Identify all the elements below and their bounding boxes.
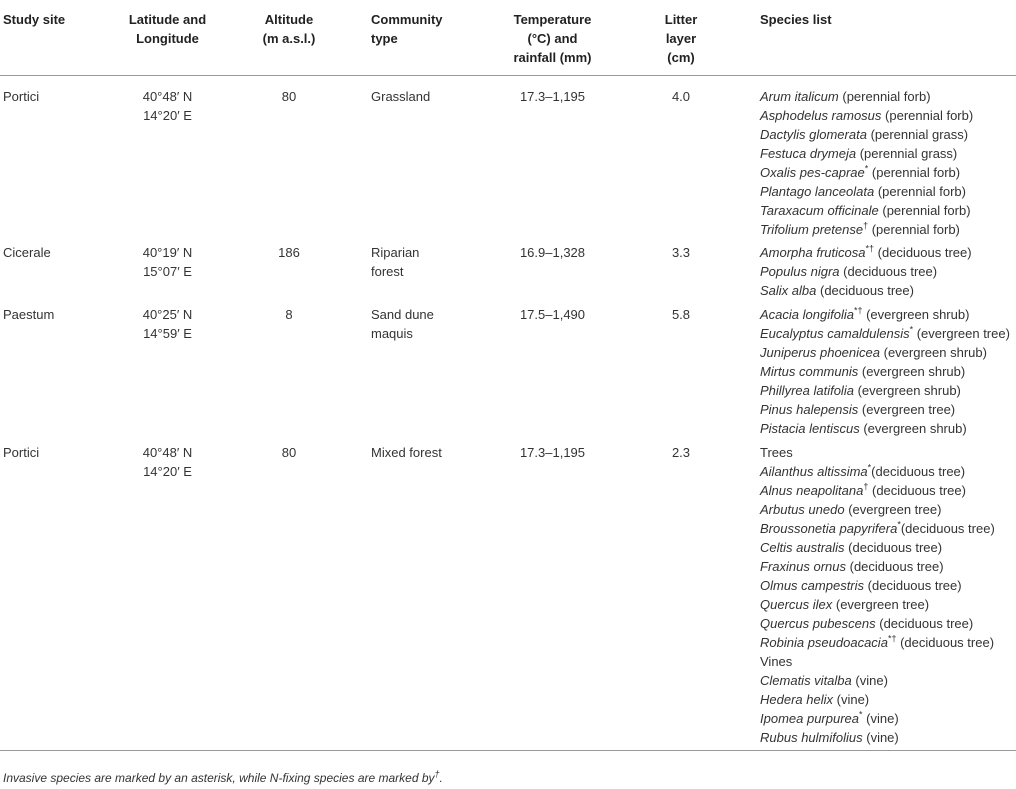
species-type: (deciduous tree) — [900, 635, 995, 650]
header-line: Latitude and — [128, 12, 207, 27]
species-mark: † — [863, 220, 869, 231]
species-type: (deciduous tree) — [843, 264, 938, 279]
species-item — [760, 144, 973, 163]
header-lat-lon — [110, 10, 225, 48]
species-item — [760, 419, 1010, 438]
species-type: (deciduous tree) — [820, 283, 914, 298]
cell-community-line: Sand dune — [371, 307, 434, 322]
header-divider — [0, 75, 1016, 76]
cell-altitude: 80 — [281, 89, 297, 104]
species-name: Quercus ilex — [760, 597, 833, 612]
cell-litter: 2.3 — [671, 445, 691, 460]
species-type: (vine) — [866, 730, 899, 745]
cell-site: Paestum — [3, 307, 55, 322]
species-item — [760, 481, 995, 500]
cell-community-line: Mixed forest — [371, 445, 442, 460]
species-name: Arum italicum — [760, 89, 839, 104]
species-item — [760, 557, 995, 576]
species-item — [760, 324, 1010, 343]
species-list — [760, 243, 972, 300]
species-name: Phillyrea latifolia — [760, 383, 854, 398]
species-item — [760, 381, 1010, 400]
species-list — [760, 443, 995, 747]
species-name: Populus nigra — [760, 264, 840, 279]
cell-community — [371, 243, 419, 281]
cell-community — [371, 443, 442, 462]
header-species-list: Species list — [760, 12, 832, 27]
species-name: Taraxacum officinale — [760, 203, 879, 218]
cell-longitude: 14°20′ E — [143, 108, 192, 123]
header-line: (m a.s.l.) — [262, 31, 316, 46]
cell-temperature: 17.3–1,195 — [519, 445, 586, 460]
species-mark: *† — [865, 243, 875, 254]
species-type: (perennial grass) — [859, 146, 958, 161]
species-name: Clematis vitalba — [760, 673, 852, 688]
species-item — [760, 305, 1010, 324]
species-item — [760, 362, 1010, 381]
species-name: Asphodelus ramosus — [760, 108, 882, 123]
species-type: (perennial forb) — [877, 184, 966, 199]
header-line: Altitude — [264, 12, 314, 27]
cell-longitude: 14°59′ E — [143, 326, 192, 341]
species-name: Rubus hulmifolius — [760, 730, 863, 745]
species-item — [760, 462, 995, 481]
species-name: Fraxinus ornus — [760, 559, 846, 574]
species-name: Quercus pubescens — [760, 616, 876, 631]
header-line: Temperature — [513, 12, 592, 27]
species-mark: * — [864, 163, 869, 174]
cell-temperature: 17.3–1,195 — [519, 89, 586, 104]
species-item — [760, 538, 995, 557]
cell-litter: 5.8 — [671, 307, 691, 322]
species-name: Pinus halepensis — [760, 402, 859, 417]
cell-longitude: 15°07′ E — [143, 264, 192, 279]
cell-altitude: 8 — [285, 307, 293, 322]
cell-longitude: 14°20′ E — [143, 464, 192, 479]
species-type: (vine) — [836, 692, 870, 707]
header-line: Longitude — [136, 31, 199, 46]
header-line: type — [371, 31, 398, 46]
species-item — [760, 500, 995, 519]
cell-temperature: 16.9–1,328 — [519, 245, 586, 260]
species-type: (deciduous tree) — [877, 245, 972, 260]
species-name: Hedera helix — [760, 692, 833, 707]
table-bottom-rule — [0, 750, 1016, 751]
cell-community-line: maquis — [371, 326, 413, 341]
header-line: Community — [371, 12, 443, 27]
species-type: (evergreen shrub) — [866, 307, 970, 322]
species-type: (perennial forb) — [882, 203, 971, 218]
species-item — [760, 201, 973, 220]
species-item — [760, 576, 995, 595]
species-mark: *† — [853, 305, 863, 316]
species-list — [760, 87, 973, 239]
species-type: (deciduous tree) — [879, 616, 974, 631]
species-mark: * — [909, 324, 914, 335]
species-name: Broussonetia papyrifera — [760, 521, 898, 536]
species-type: (perennial forb) — [842, 89, 931, 104]
header-community-type — [371, 10, 443, 48]
species-type: (evergreen tree) — [916, 326, 1010, 341]
species-type: (evergreen shrub) — [861, 364, 966, 379]
cell-community — [371, 305, 434, 343]
species-type: (vine) — [855, 673, 888, 688]
species-item — [760, 163, 973, 182]
species-mark: * — [867, 462, 872, 473]
species-item — [760, 281, 972, 300]
cell-litter: 3.3 — [671, 245, 691, 260]
species-item — [760, 343, 1010, 362]
species-name: Plantago lanceolata — [760, 184, 875, 199]
cell-lat-lon — [110, 305, 225, 343]
species-name: Acacia longifolia — [760, 307, 854, 322]
cell-site: Cicerale — [3, 245, 51, 260]
species-name: Alnus neapolitana — [760, 483, 864, 498]
species-type: (deciduous tree) — [900, 521, 995, 536]
species-name: Juniperus phoenicea — [760, 345, 880, 360]
species-type: (perennial forb) — [885, 108, 974, 123]
cell-altitude: 186 — [278, 245, 300, 260]
species-name: Celtis australis — [760, 540, 845, 555]
species-item — [760, 519, 995, 538]
cell-lat-lon — [110, 87, 225, 125]
species-type: (deciduous tree) — [849, 559, 944, 574]
species-name: Salix alba — [760, 283, 817, 298]
species-type: (evergreen shrub) — [857, 383, 961, 398]
species-type: (vine) — [866, 711, 899, 726]
species-type: (deciduous tree) — [848, 540, 943, 555]
species-mark: *† — [887, 633, 897, 644]
species-type: (perennial forb) — [871, 222, 960, 237]
header-litter-layer — [650, 10, 712, 67]
species-item — [760, 690, 995, 709]
species-group-heading: Trees — [760, 445, 793, 460]
header-line: (cm) — [667, 50, 695, 65]
species-type: (deciduous tree) — [872, 483, 966, 498]
cell-litter: 4.0 — [671, 89, 691, 104]
species-name: Olmus campestris — [760, 578, 865, 593]
species-item — [760, 614, 995, 633]
species-name: Ailanthus altissima — [760, 464, 868, 479]
species-name: Arbutus unedo — [760, 502, 845, 517]
species-name: Festuca drymeja — [760, 146, 857, 161]
table-footnote — [3, 771, 443, 785]
species-mark: † — [863, 481, 869, 492]
header-line: Litter — [664, 12, 698, 27]
species-type: (evergreen shrub) — [883, 345, 987, 360]
species-name: Ipomea purpurea — [760, 711, 860, 726]
footnote-end: . — [439, 771, 443, 785]
species-name: Mirtus communis — [760, 364, 859, 379]
species-name: Oxalis pes-caprae — [760, 165, 865, 180]
cell-latitude: 40°25′ N — [142, 307, 193, 322]
species-name: Trifolium pretense — [760, 222, 864, 237]
species-item — [760, 262, 972, 281]
header-line: layer — [665, 31, 697, 46]
species-type: (evergreen tree) — [835, 597, 930, 612]
species-name: Eucalyptus camaldulensis — [760, 326, 910, 341]
species-name: Robinia pseudoacacia — [760, 635, 888, 650]
species-type: (deciduous tree) — [867, 578, 962, 593]
species-item — [760, 595, 995, 614]
species-item — [760, 728, 995, 747]
cell-lat-lon — [110, 443, 225, 481]
cell-site: Portici — [3, 89, 40, 104]
species-type: (deciduous tree) — [871, 464, 966, 479]
footnote-mark: † — [434, 769, 440, 779]
footnote-text: Invasive species are marked by an asterisk, while N-fixing species are marked by — [3, 771, 435, 785]
species-item — [760, 671, 995, 690]
species-item — [760, 243, 972, 262]
species-item — [760, 709, 995, 728]
cell-community — [371, 87, 430, 106]
species-name: Dactylis glomerata — [760, 127, 867, 142]
species-mark: * — [859, 709, 863, 720]
species-mark: * — [897, 519, 901, 530]
species-item — [760, 633, 995, 652]
cell-temperature: 17.5–1,490 — [519, 307, 586, 322]
header-temperature-rainfall — [495, 10, 610, 67]
cell-latitude: 40°19′ N — [142, 245, 193, 260]
cell-altitude: 80 — [281, 445, 297, 460]
species-name: Amorpha fruticosa — [760, 245, 866, 260]
cell-community-line: forest — [371, 264, 404, 279]
species-group-heading: Vines — [760, 654, 793, 669]
species-list — [760, 305, 1010, 438]
header-altitude — [240, 10, 338, 48]
species-item — [760, 220, 973, 239]
species-type: (evergreen tree) — [861, 402, 956, 417]
species-type: (evergreen tree) — [848, 502, 942, 517]
species-type: (evergreen shrub) — [863, 421, 967, 436]
cell-site: Portici — [3, 445, 40, 460]
cell-community-line: Riparian — [371, 245, 420, 260]
header-study-site: Study site — [3, 12, 66, 27]
species-item — [760, 400, 1010, 419]
species-item — [760, 87, 973, 106]
species-name: Pistacia lentiscus — [760, 421, 860, 436]
species-item — [760, 106, 973, 125]
species-type: (perennial grass) — [870, 127, 969, 142]
header-line: (°C) and — [527, 31, 578, 46]
cell-lat-lon — [110, 243, 225, 281]
species-item — [760, 182, 973, 201]
cell-latitude: 40°48′ N — [142, 89, 193, 104]
header-line: rainfall (mm) — [513, 50, 592, 65]
cell-latitude: 40°48′ N — [142, 445, 193, 460]
species-item — [760, 125, 973, 144]
cell-community-line: Grassland — [371, 89, 431, 104]
species-type: (perennial forb) — [871, 165, 961, 180]
